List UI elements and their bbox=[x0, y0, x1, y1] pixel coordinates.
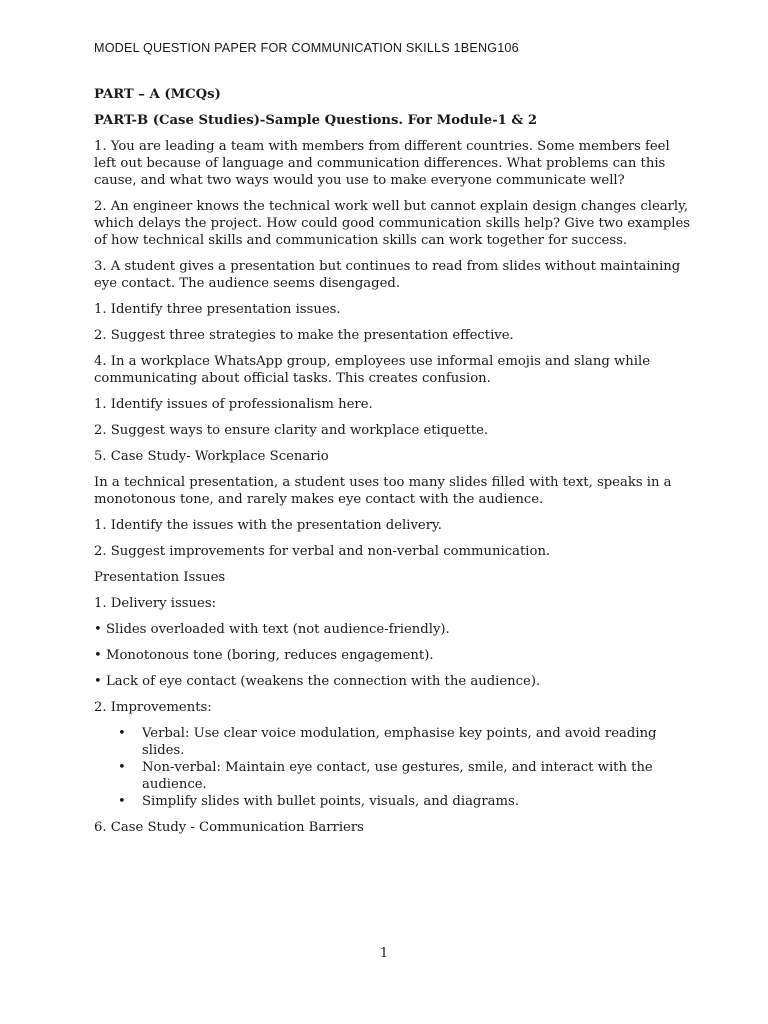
question-5-title: 5. Case Study- Workplace Scenario bbox=[94, 449, 329, 464]
question-4-subpart-2: 2. Suggest ways to ensure clarity and workplace etiquette. bbox=[94, 423, 489, 438]
improvement-text: Simplify slides with bullet points, visuals, and diagrams. bbox=[142, 794, 520, 809]
question-5-subpart-2: 2. Suggest improvements for verbal and non-verbal communication. bbox=[94, 544, 551, 559]
improvements-title: 2. Improvements: bbox=[94, 700, 212, 715]
delivery-issue-2: • Monotonous tone (boring, reduces engagement). bbox=[94, 648, 434, 663]
question-3-subpart-1: 1. Identify three presentation issues. bbox=[94, 302, 341, 317]
page-header: MODEL QUESTION PAPER FOR COMMUNICATION SKILLS 1BENG106 bbox=[94, 41, 519, 55]
question-3-subpart-2: 2. Suggest three strategies to make the presentation effective. bbox=[94, 328, 514, 343]
question-4: 4. In a workplace WhatsApp group, employees use informal emojis and slang while communicating about official tasks. This creates confusion. bbox=[94, 354, 651, 386]
question-2: 2. An engineer knows the technical work well but cannot explain design changes clearly, which delays the project. How could good communication skills help? Give two examples of how technical skills and communication skills can work together for success. bbox=[94, 199, 691, 248]
improvement-item bbox=[118, 793, 694, 810]
question-5: In a technical presentation, a student uses too many slides filled with text, speaks in a monotonous tone, and rarely makes eye contact with the audience. bbox=[94, 475, 672, 507]
bullet-icon: • bbox=[118, 760, 126, 775]
delivery-issue-3: • Lack of eye contact (weakens the connection with the audience). bbox=[94, 674, 541, 689]
improvement-item bbox=[118, 759, 694, 793]
question-5-subpart-1: 1. Identify the issues with the presentation delivery. bbox=[94, 518, 442, 533]
delivery-issue-1: • Slides overloaded with text (not audience-friendly). bbox=[94, 622, 450, 637]
part-a-heading: PART – A (MCQs) bbox=[94, 87, 221, 102]
question-3: 3. A student gives a presentation but continues to read from slides without maintaining eye contact. The audience seems disengaged. bbox=[94, 259, 681, 291]
bullet-icon: • bbox=[118, 794, 126, 809]
part-b-heading: PART-B (Case Studies)-Sample Questions. For Module-1 & 2 bbox=[94, 113, 538, 128]
delivery-issues-title: 1. Delivery issues: bbox=[94, 596, 217, 611]
improvement-text: Verbal: Use clear voice modulation, emphasise key points, and avoid reading slides. bbox=[142, 726, 657, 758]
question-4-subpart-1: 1. Identify issues of professionalism here. bbox=[94, 397, 373, 412]
page-number: 1 bbox=[379, 946, 389, 961]
document-body bbox=[94, 86, 694, 845]
question-1: 1. You are leading a team with members from different countries. Some members feel left out because of language and communication differences. What problems can this cause, and what two ways would you use to make everyone communicate well? bbox=[94, 139, 670, 188]
presentation-issues-title: Presentation Issues bbox=[94, 570, 226, 585]
improvement-text: Non-verbal: Maintain eye contact, use gestures, smile, and interact with the audience. bbox=[142, 760, 653, 792]
improvement-item bbox=[118, 725, 694, 759]
bullet-icon: • bbox=[118, 726, 126, 741]
question-6-title: 6. Case Study - Communication Barriers bbox=[94, 820, 364, 835]
improvements-list bbox=[94, 725, 694, 810]
